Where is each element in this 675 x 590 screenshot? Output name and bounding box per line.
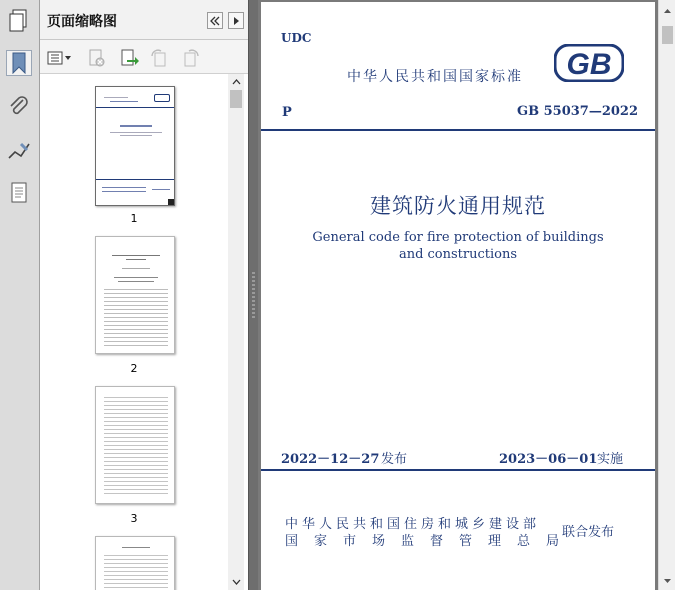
document-view[interactable] (258, 0, 658, 590)
letter-p: P (282, 105, 292, 120)
panel-header (40, 0, 248, 40)
udc-label: UDC (281, 31, 312, 45)
top-rule (261, 129, 655, 131)
rotate-ccw-button[interactable] (148, 48, 170, 68)
scroll-down-button[interactable] (228, 574, 244, 590)
bottom-rule (261, 469, 655, 471)
expand-right-button[interactable] (228, 12, 244, 29)
panel-title: 页面缩略图 (47, 14, 117, 30)
chevron-up-icon (232, 79, 241, 85)
insert-pages-button[interactable] (118, 48, 140, 68)
double-chevron-left-icon (209, 16, 221, 26)
pages-icon[interactable] (6, 8, 32, 34)
page-thumbnails-panel (40, 0, 248, 590)
navigation-icon-strip (0, 0, 40, 590)
gb-logo-text: GB (566, 48, 612, 81)
options-icon (47, 51, 73, 65)
scroll-up-button[interactable] (228, 74, 244, 90)
document-scrollbar[interactable] (658, 0, 675, 590)
triangle-down-icon (663, 578, 672, 584)
rotate-left-icon (149, 48, 169, 68)
standard-category: 中华人民共和国国家标准 (347, 69, 523, 85)
attachments-icon[interactable] (6, 94, 32, 120)
issue-label: 发布 (381, 452, 408, 467)
triangle-right-icon (231, 16, 241, 26)
rotate-cw-button[interactable] (180, 48, 202, 68)
issue-date: 2022－12－27 (281, 452, 380, 467)
gb-logo (554, 44, 624, 82)
document-page (261, 2, 655, 590)
issuer-line2: 国家市场监督管理总局 (285, 534, 576, 549)
collapse-left-button[interactable] (207, 12, 223, 29)
options-menu-button[interactable] (46, 48, 74, 68)
effective-date: 2023－06－01 (499, 452, 598, 467)
splitter-grip[interactable] (252, 272, 255, 318)
document-title-en-line1: General code for fire protection of buildings (312, 230, 604, 245)
joint-issue-label: 联合发布 (562, 525, 615, 540)
thumbnail-list (40, 74, 248, 590)
standard-number: GB 55037—2022 (517, 104, 639, 119)
delete-pages-button[interactable] (86, 48, 108, 68)
thumbnail-page-1[interactable] (95, 86, 175, 206)
chevron-down-icon (232, 579, 241, 585)
panel-splitter[interactable] (248, 0, 258, 590)
document-title-en-line2: and constructions (398, 247, 518, 262)
scrollbar-thumb[interactable] (230, 90, 242, 108)
bookmarks-icon[interactable] (6, 50, 32, 76)
thumbnail-page-2[interactable] (95, 236, 175, 354)
issuer-line1: 中华人民共和国住房和城乡建设部 (285, 517, 541, 532)
doc-scroll-down-button[interactable] (659, 572, 675, 589)
doc-scroll-up-button[interactable] (659, 2, 675, 19)
triangle-up-icon (663, 8, 672, 14)
thumbnail-page-3[interactable] (95, 386, 175, 504)
gb-logo-icon (554, 44, 624, 82)
signatures-icon[interactable] (6, 138, 32, 164)
document-title-zh: 建筑防火通用规范 (370, 194, 546, 218)
delete-page-icon (87, 48, 107, 68)
document-icon[interactable] (6, 180, 32, 206)
insert-page-icon (119, 48, 139, 68)
thumbnail-page-4[interactable] (95, 536, 175, 590)
thumbnail-number: 2 (130, 362, 138, 375)
doc-scrollbar-thumb[interactable] (662, 26, 673, 44)
rotate-right-icon (181, 48, 201, 68)
thumbnail-scrollbar[interactable] (228, 74, 244, 590)
thumbnail-toolbar (40, 40, 248, 74)
thumbnail-number: 3 (130, 512, 138, 525)
thumbnail-number: 1 (130, 212, 138, 225)
effective-label: 实施 (597, 452, 624, 467)
